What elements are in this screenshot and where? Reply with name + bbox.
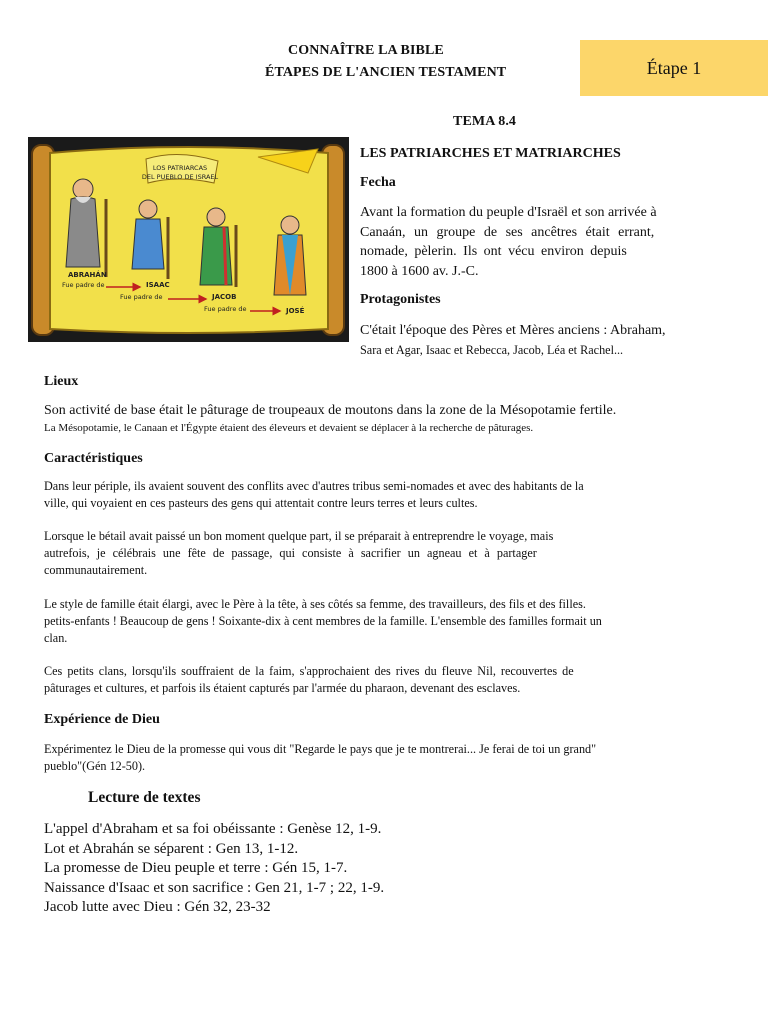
- tema-label: TEMA 8.4: [453, 114, 517, 129]
- caracteristiques-p2: Lorsque le bétail avait paissé un bon moment quelque part, il se préparait à entreprendre le voyage, mais autrefois, je célébrais une fête de passage, qui consiste à sacrifier un agneau et à partager communautairement.: [44, 529, 554, 577]
- svg-text:Fue padre de: Fue padre de: [62, 281, 105, 289]
- scroll-drawing: [28, 137, 349, 342]
- caracteristiques-heading: Caractéristiques: [44, 451, 143, 466]
- lecture-item: Naissance d'Isaac et son sacrifice : Gen 21, 1-7 ; 22, 1-9.: [44, 879, 385, 896]
- patriarchs-illustration: [28, 137, 349, 342]
- doc-title-line2: ÉTAPES DE L'ANCIEN TESTAMENT: [265, 65, 507, 80]
- fecha-paragraph: Avant la formation du peuple d'Israël et son arrivée à Canaán, un groupe de ses ancêtres était errant, nomade, pèlerin. Ils ont vécu environ depuis 1800 à 1600 av. J.-C.: [360, 205, 657, 279]
- caracteristiques-p1: Dans leur périple, ils avaient souvent des conflits avec d'autres tribus semi-nomades et avec des habitants de la ville, qui voyaient en ces pasteurs des gens qui attentait contre leurs terres et leurs cultes.: [44, 479, 584, 510]
- lecture-item: L'appel d'Abraham et sa foi obéissante : Genèse 12, 1-9.: [44, 821, 382, 837]
- protagonistes-line1: C'était l'époque des Pères et Mères anciens : Abraham,: [360, 323, 666, 338]
- protagonistes-heading: Protagonistes: [360, 292, 441, 307]
- doc-title-line1: CONNAÎTRE LA BIBLE: [288, 43, 444, 58]
- name-jacob: JACOB: [212, 293, 237, 301]
- fecha-heading: Fecha: [360, 175, 396, 190]
- lecture-list: [44, 820, 384, 918]
- experience-heading: Expérience de Dieu: [44, 712, 160, 727]
- lieux-heading: Lieux: [44, 374, 79, 389]
- name-abrahan: ABRAHÁN: [68, 271, 107, 279]
- name-isaac: ISAAC: [146, 281, 170, 289]
- caracteristiques-p4: Ces petits clans, lorsqu'ils souffraient de la faim, s'approchaient des rives du fleuve Nil, recouvertes de pâturages et cultures, et parfois ils étaient capturés par l'armée du pharaon, devenant des esclaves.: [44, 664, 574, 695]
- protagonistes-line2: Sara et Agar, Isaac et Rebecca, Jacob, Léa et Rachel...: [360, 343, 624, 357]
- lecture-item: Jacob lutte avec Dieu : Gén 32, 23-32: [44, 899, 271, 915]
- step-badge: [580, 40, 768, 96]
- svg-text:Fue padre de: Fue padre de: [204, 305, 247, 313]
- svg-text:DEL PUEBLO DE ISRAEL: DEL PUEBLO DE ISRAEL: [141, 173, 219, 181]
- step-badge-label: Étape 1: [646, 57, 702, 78]
- lecture-item: La promesse de Dieu peuple et terre : Gén 15, 1-7.: [44, 860, 348, 876]
- caracteristiques-p3: Le style de famille était élargi, avec le Père à la tête, à ses côtés sa femme, des travailleurs, des fils et des filles. petits-enfants ! Beaucoup de gens ! Soixante-dix à cent membres de la famille. L'ensemble des familles formait un clan.: [44, 597, 602, 645]
- lieux-line1: Son activité de base était le pâturage de troupeaux de moutons dans la zone de la Mésopotamie fertile.: [44, 403, 617, 418]
- experience-paragraph: Expérimentez le Dieu de la promesse qui vous dit "Regarde le pays que je te montrerai... Je ferai de toi un grand" pueblo"(Gén 12-50).: [44, 742, 597, 773]
- svg-text:Fue padre de: Fue padre de: [120, 293, 163, 301]
- name-jose: JOSÉ: [286, 307, 305, 315]
- lecture-heading: Lecture de textes: [88, 789, 201, 806]
- illustration-title: LOS PATRIARCAS: [152, 164, 208, 172]
- section-title: LES PATRIARCHES ET MATRIARCHES: [360, 146, 621, 161]
- lieux-line2: La Mésopotamie, le Canaan et l'Égypte étaient des éleveurs et devaient se déplacer à la recherche de pâturages.: [44, 422, 534, 434]
- lecture-item: Lot et Abrahán se séparent : Gen 13, 1-12.: [44, 840, 299, 857]
